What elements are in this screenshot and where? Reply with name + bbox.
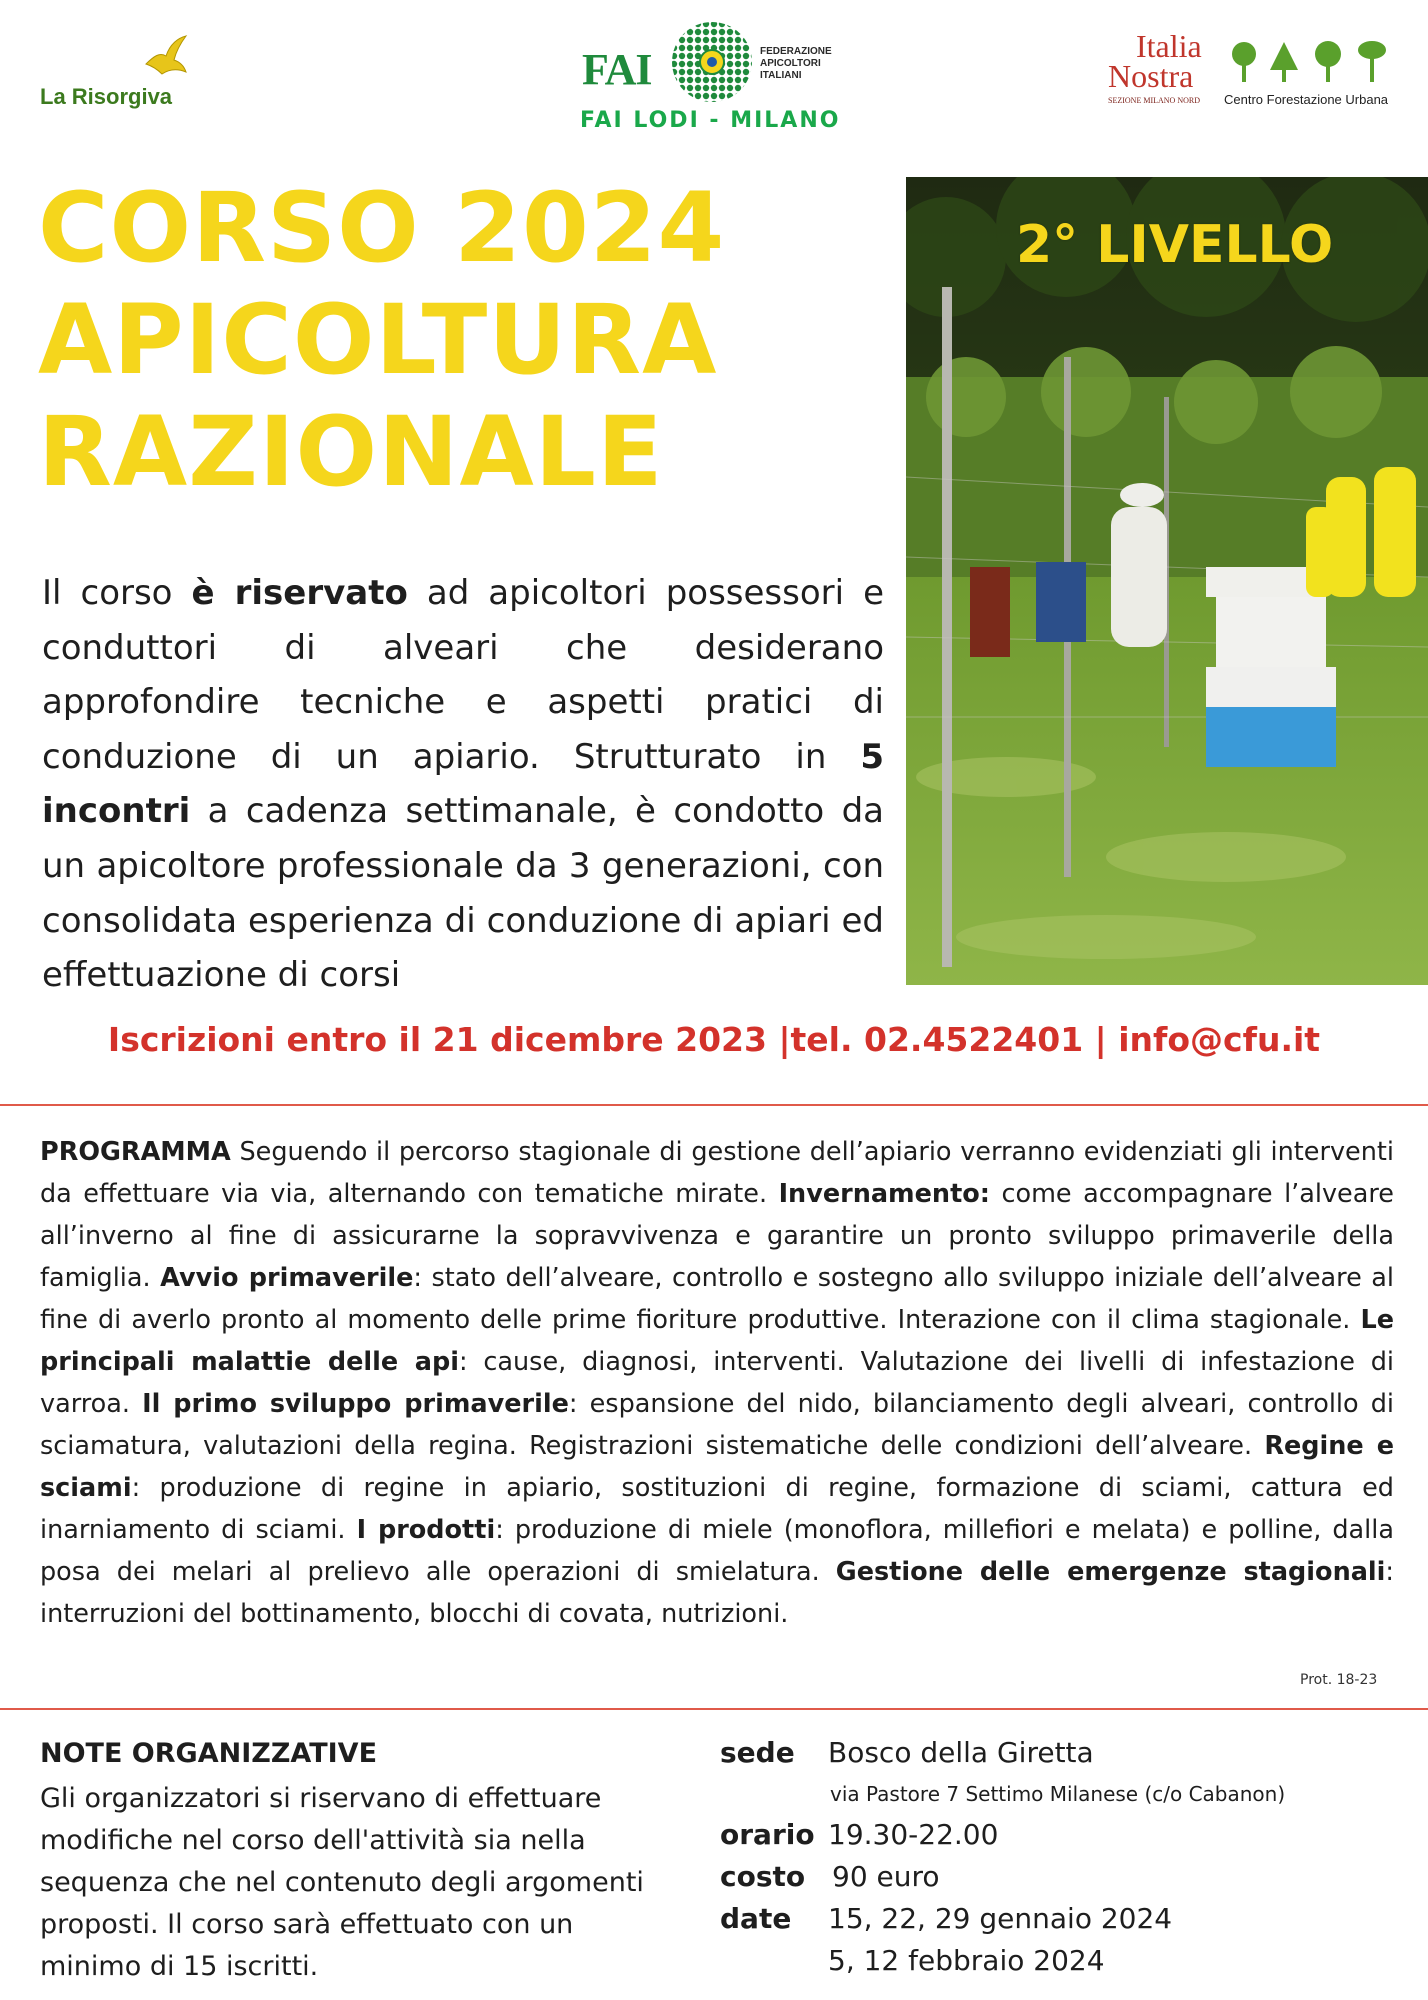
- divider-bottom: [0, 1708, 1428, 1710]
- date-value-2: 5, 12 febbraio 2024: [828, 1944, 1105, 1977]
- costo-value: 90 euro: [832, 1860, 940, 1893]
- title-line-1: CORSO 2024: [38, 172, 726, 284]
- program-heading: PROGRAMMA: [40, 1137, 231, 1167]
- beekeeping-photo: [906, 177, 1428, 985]
- orario-value: 19.30-22.00: [828, 1818, 999, 1851]
- fai-wordmark: FAI: [582, 45, 652, 94]
- protocol-number: Prot. 18-23: [1300, 1672, 1378, 1688]
- fai-lodi-milano: FAI LODI - MILANO: [580, 108, 841, 133]
- honeycomb-globe-icon: [670, 20, 754, 104]
- costo-label: costo: [720, 1860, 806, 1893]
- fai-logo: [580, 20, 880, 140]
- sezione-text: SEZIONE MILANO NORD: [1108, 96, 1200, 105]
- bird-icon: [140, 34, 190, 84]
- divider-top: [0, 1104, 1428, 1106]
- date-value-1: 15, 22, 29 gennaio 2024: [828, 1902, 1173, 1935]
- page-title: [38, 172, 898, 508]
- title-line-2: APICOLTURA: [38, 284, 718, 396]
- intro-bold-riservato: è riservato: [191, 573, 408, 613]
- apiary-illustration: [906, 177, 1428, 985]
- cfu-text: Centro Forestazione Urbana: [1224, 92, 1389, 107]
- program-section: PROGRAMMA Seguendo il percorso stagionale di gestione dell’apiario verranno evidenziati gli interventi da effettuare via via, alternando con tematiche mirate. Invernamento: come accompagnare l’alveare all’inverno al fine di assicurarne la sopravvivenza e garantire un pronto sviluppo primaverile della famiglia. Avvio primaverile: stato dell’alveare, controllo e sostegno allo sviluppo iniziale dell’alveare al fine di averlo pronto al momento delle prime fioriture produttive. Interazione con il clima stagionale. Le principali malattie delle api: cause, diagnosi, interventi. Valutazione dei livelli di infestazione di varroa. Il primo sviluppo primaverile: espansione del nido, bilanciamento degli alveari, controllo di sciamatura, valutazioni della regina. Registrazioni sistematiche delle condizioni dell’alveare. Regine e sciami: produzione di regine in apiario, sostituzioni di regine, formazione di sciami, cattura ed inarniamento di sciami. I prodotti: produzione di miele (monoflora, millefiori e melata) e polline, dalla posa dei melari al prelievo alle operazioni di smielatura. Gestione delle emergenze stagionali: interruzioni del bottinamento, blocchi di covata, nutrizioni.: [40, 1137, 1395, 1629]
- trees-icon: [1226, 40, 1396, 88]
- date-label: date: [720, 1902, 792, 1935]
- address: via Pastore 7 Settimo Milanese (c/o Cabanon): [830, 1782, 1286, 1806]
- intro-bold-incontri: 5 incontri: [42, 736, 884, 832]
- level-label: 2° LIVELLO: [1016, 215, 1334, 275]
- course-intro: Il corso è riservato ad apicoltori possessori e conduttori di alveari che desiderano approfondire tecniche e aspetti pratici di conduzione di un apiario. Strutturato in 5 incontri a cadenza settimanale, è condotto da un apicoltore professionale da 3 generazioni, con consolidata esperienza di conduzione di apiari ed effettuazione di corsi: [42, 573, 885, 996]
- orario-label: orario: [720, 1818, 815, 1851]
- nostra-word: Nostra: [1108, 58, 1194, 94]
- italia-word: Italia: [1136, 28, 1202, 64]
- italia-nostra-logo: [1108, 30, 1408, 120]
- fai-federazione-text: FEDERAZIONE APICOLTORI ITALIANI: [760, 46, 832, 81]
- registration-info: Iscrizioni entro il 21 dicembre 2023 |tel. 02.4522401 | info@cfu.it: [107, 1020, 1321, 1059]
- notes-body: Gli organizzatori si riservano di effettuare modifiche nel corso dell'attività sia nella sequenza che nel contenuto degli argomenti proposti. Il corso sarà effettuato con un minimo di 15 iscritti.: [40, 1783, 644, 1982]
- sede-label: sede: [720, 1736, 795, 1769]
- sede-value: Bosco della Giretta: [828, 1736, 1094, 1769]
- risorgiva-name: La Risorgiva: [40, 84, 173, 109]
- notes-heading: NOTE ORGANIZZATIVE: [40, 1738, 378, 1769]
- la-risorgiva-logo: [40, 34, 190, 114]
- title-line-3: RAZIONALE: [38, 396, 664, 508]
